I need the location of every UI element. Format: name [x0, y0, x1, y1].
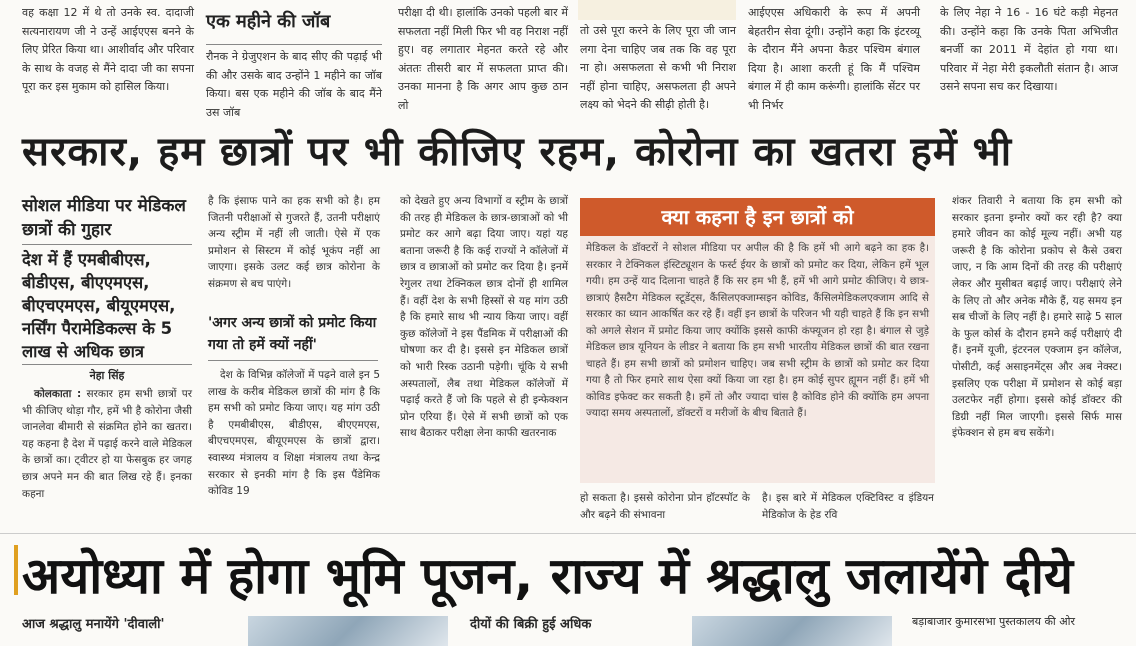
divider: [22, 364, 192, 365]
news-photo-2: [692, 616, 892, 646]
article-col1-text: सरकार हम सभी छात्रों पर भी कीजिए थोड़ा गौर, हमें भी है कोरोना जैसी जानलेवा बीमारी से संक्रमित होने का खतरा। यह कहना है देश में पढ़ाई करने वाले मेडिकल के छात्रों का। ट्वीटर हो या फेसबुक हर जगह छात्र अपने मन की बात लिख रहे हैं। इनका कहना: [22, 388, 193, 500]
bottom-subhead-1: आज श्रद्धालु मनायेंगे 'दीवाली': [22, 617, 165, 632]
divider: [208, 360, 378, 361]
box-title: क्या कहना है इन छात्रों को: [580, 198, 935, 236]
article-col5: है। इस बारे में मेडिकल एक्टिविस्ट व इंडियन मेडिकोज के हेड रवि: [762, 492, 934, 521]
article-col2b: देश के विभिन्न कॉलेजों में पढ़ने वाले इन 5 लाख के करीब मेडिकल छात्रों की मांग है कि हम सभी को प्रमोट किया जाए। यह मांग उठी है एमबीबीएस, बीडीएस, बीएएमएस, बीएचएमएस, बीयूएमएस के छात्रों द्वारा। स्वास्थ्य मंत्रालय व शिक्षा मंत्रालय तथा केन्द्र सरकार से इनकी मांग है कि इस पैंडेमिक कोविड 19: [208, 369, 380, 498]
dateline: कोलकाता :: [34, 388, 82, 400]
article-col4: हो सकता है। इससे कोरोना प्रोन हॉटस्पॉट के और बढ़ने की संभावना: [580, 492, 750, 521]
article-col2a: है कि इंसाफ पाने का हक सभी को है। हम जितनी परीक्षाओं से गुजरते हैं, उतनी परीक्षाएं अन्य स्ट्रीम में नहीं ली जाती। ऐसे में एक प्रमोशन से सिस्टम में कोई भूकंप नहीं आ जाएगा। इसके उलट कई छात्र कोरोना के संक्रमण से बच पाएंगे।: [208, 195, 380, 290]
divider: [206, 44, 382, 45]
accent-bar: [14, 545, 18, 595]
sidebar-box: [580, 198, 935, 483]
top-article-col2: रौनक ने ग्रेजुएशन के बाद सीए की पढ़ाई भी की और उसके बाद उन्होंने 1 महीने का जॉब किया। बस एक महीने की जॉब के बाद मैंने उस जॉब: [206, 50, 382, 119]
top-article-col5: आईएएस अधिकारी के रूप में अपनी बेहतरीन सेवा दूंगी। उन्होंने कहा कि इंटरव्यू के दौरान मैंने अपना कैडर पश्चिम बंगाल दिया है। आशा करती हूं कि मैं पश्चिम बंगाल में ही काम करूंगी। हालांकि सेंटर पर भी निर्भर: [748, 6, 920, 112]
divider: [0, 533, 1136, 534]
box-body: मेडिकल के डॉक्टरों ने सोशल मीडिया पर अपील की है कि हमें भी आगे बढ़ने का हक है। सरकार ने टेक्निकल इंस्टिट्यूशन के फर्स्ट ईयर के छात्रों को प्रमोट कर दिया, लेकिन हमें भूल गयी। हम उन्हें याद दिलाना चाहते हैं कि सर हम भी हैं, हमें भी आगे प्रमोट कीजिए। ये छात्र-छात्राएं हैसटैग मेडिकल स्टूडेंट्स, कैंसिलएक्जाम्सइन कोविड, कैंसिलमेडिकलएक्जाम आदि से सरकार का ध्यान आकर्षित कर रहे हैं। वहीं इन छात्रों के परिजन भी यही चाहते हैं कि इन सभी को अगले सेशन में प्रमोट किया जाए क्योंकि इससे काफी कंफ्यूजन हो रहा है। बंगाल से जुड़े मेडिकल छात्र यूनियन के लीडर ने बताया कि हम सभी भारतीय मेडिकल छात्रों की बात रखना चाहते हैं। हम सभी छात्रों को प्रमोशन चाहिए। जब सभी स्ट्रीम के छात्रों को प्रमोट कर दिया गया है तो फिर हमारे साथ ऐसा क्यों किया जा रहा है। हम कोई सुपर ह्यूमन नहीं हैं। हमें भी कोविड इफेक्ट कर सकती है। हमें तो और ज्यादा चांस है कोविड होने की क्योंकि हम अपना ज्यादा समय अस्पतालों, डॉक्टरों व मरीजों के बीच बिताते हैं।: [586, 242, 929, 419]
bottom-subhead-2: दीयों की बिक्री हुई अधिक: [470, 617, 592, 632]
article-col1: [22, 386, 192, 526]
divider: [22, 244, 192, 245]
top-subheading-job: एक महीने की जॉब: [206, 11, 331, 32]
pullquote-heading: 'अगर अन्य छात्रों को प्रमोट किया गया तो हमें क्यों नहीं': [208, 315, 377, 353]
article-col6: शंकर तिवारी ने बताया कि हम सभी को सरकार इतना इग्नोर क्यों कर रही है? क्या हमारे जीवन का कोई मूल्य नहीं। अभी यह जरूरी है कि कोरोना प्रकोप से कैसे उबरा जाए, न कि आम दिनों की तरह की परीक्षाएं लेकर और मुसीबत बढ़ाई जाए। परीक्षाएं लेने के लिए तो और अनेक मौके हैं, यह समय इन सब चीजों के लिए नहीं है। हमारे साढ़े 5 साल के फुल कोर्स के दौरान हमने कई परीक्षाएं दी हैं। इनमें यूजी, इंटरनल एक्जाम इन कॉलेज, पोसीटी, कई असाइनमेंट्स और अब नेक्स्ट। इसलिए एक परीक्षा में प्रमोशन से कोई बड़ा उलटफेर नहीं होगा। इससे कोई डॉक्टर की डिग्री नहीं मिल जाएगी। इससे सिर्फ मास इंफेक्शन से हम बच सकेंगे।: [952, 195, 1122, 440]
top-article-col4: तो उसे पूरा करने के लिए पूरा जी जान लगा देना चाहिए जब तक कि वह पूरा ना हो। असफलता से कभी भी निराश नहीं होना चाहिए, असफलता ही अपने लक्ष्य को भेदने की सीढ़ी होती है।: [580, 24, 736, 111]
kicker: सोशल मीडिया पर मेडिकल छात्रों की गुहार: [22, 196, 186, 240]
news-photo-1: [248, 616, 448, 646]
subheadline: देश में हैं एमबीबीएस, बीडीएस, बीएएमएस, बीएचएमएस, बीयूएमएस, नर्सिंग पैरामेडिकल्स के 5 लाख से अधिक छात्र: [22, 250, 176, 361]
article-col3: को देखते हुए अन्य विभागों व स्ट्रीम के छात्रों की तरह ही मेडिकल के छात्र-छात्राओं को भी प्रमोट कर आगे बढ़ा दिया जाए। यहां यह बताना जरूरी है कि कई राज्यों ने कॉलेजों में छात्र व छात्राओं को प्रमोट कर दिया है। इनमें रेगुलर तथा टेक्निकल छात्र दोनों ही शामिल हैं। वहीं देश के सभी हिस्सों से यह मांग उठी है कि हमारे साथ भी न्याय किया जाए। वहीं कुछ कॉलेजों ने इस पैंडमिक में परीक्षाओं की घोषणा कर दी है। इससे इन मेडिकल छात्रों को भारी रिस्क उठानी पड़ेगी। चूंकि ये सभी अस्पतालों, लैब तथा मेडिकल कॉलेजों में पढ़ाई करते हैं जो कि पहले से ही इन्फेक्शन प्रोन एरिया हैं। ऐसे में सभी छात्रों को एक साथ बैठाकर परीक्षा लेना काफी खतरनाक: [400, 195, 568, 440]
main-headline: सरकार, हम छात्रों पर भी कीजिए रहम, कोरोना का खतरा हमें भी: [22, 129, 1013, 175]
highlight-box-edge: [578, 0, 736, 20]
bottom-headline: अयोध्या में होगा भूमि पूजन, राज्य में श्रद्धालु जलायेंगे दीये: [22, 547, 1074, 605]
bottom-article-text: बड़ाबाजार कुमारसभा पुस्तकालय की ओर: [912, 615, 1076, 628]
top-article-col6: के लिए नेहा ने 16 - 16 घंटे कड़ी मेहनत की। उन्होंने कहा कि उनके पिता अभिजीत बनर्जी का 2011 में देहांत हो गया था। परिवार में नेहा मेरी इकलौती संतान है। आज उसने सपना सच कर दिखाया।: [940, 6, 1118, 93]
top-article-col3: परीक्षा दी थी। हालांकि उनको पहली बार में सफलता नहीं मिली फिर भी वह निराश नहीं हुए। वह लगातार मेहनत करते रहे और अंततः तीसरी बार में सफलता प्राप्त की। उनका मानना है कि अगर आप कुछ ठान लो: [398, 6, 568, 112]
byline: नेहा सिंह: [89, 369, 125, 382]
top-article-col1: वह कक्षा 12 में थे तो उनके स्व. दादाजी सत्यनारायण जी ने उन्हें आईएएस बनने के लिए प्रेरित किया था। आशीर्वाद और परिवार के साथ के वजह से मैंने दादा जी का सपना पूरा कर इस मुकाम को हासिल किया।: [22, 6, 194, 93]
